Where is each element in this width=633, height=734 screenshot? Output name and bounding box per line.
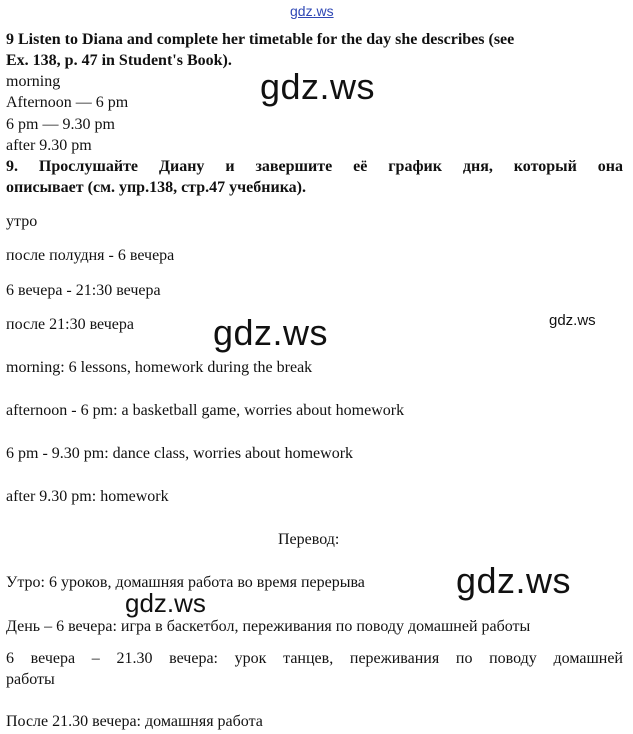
answer-line: afternoon - 6 pm: a basketball game, worries about homework <box>6 402 405 419</box>
translation-line: 6 вечера – 21.30 вечера: урок танцев, переживания по поводу домашней <box>6 650 623 667</box>
watermark-big: gdz.ws <box>213 312 329 353</box>
task-en-item: morning <box>6 73 61 90</box>
task-ru-item: после полудня - 6 вечера <box>6 247 175 264</box>
translation-line: Утро: 6 уроков, домашняя работа во время перерыва <box>6 574 365 591</box>
task-en-line2: Ex. 138, p. 47 in Student's Book). <box>6 52 232 69</box>
task-ru-line2: описывает (см. упр.138, стр.47 учебника). <box>6 179 306 196</box>
answer-line: 6 pm - 9.30 pm: dance class, worries about homework <box>6 445 354 462</box>
translation-line: После 21.30 вечера: домашняя работа <box>6 713 263 730</box>
task-en-item: after 9.30 pm <box>6 137 92 154</box>
translation-line: День – 6 вечера: игра в баскетбол, переживания по поводу домашней работы <box>6 618 531 635</box>
watermark-top: gdz.ws <box>290 3 334 19</box>
watermark-mid: gdz.ws <box>125 588 206 618</box>
watermark-small: gdz.ws <box>549 312 596 329</box>
translation-line: работы <box>6 671 55 688</box>
task-ru-line1: 9. Прослушайте Диану и завершите её график дня, который она <box>6 158 623 175</box>
answer-line: morning: 6 lessons, homework during the break <box>6 359 313 376</box>
task-en-item: Afternoon — 6 pm <box>6 94 129 111</box>
answer-line: after 9.30 pm: homework <box>6 488 169 505</box>
task-en-item: 6 pm — 9.30 pm <box>6 116 115 133</box>
task-ru-item: после 21:30 вечера <box>6 316 135 333</box>
task-ru-item: утро <box>6 213 38 230</box>
translation-heading: Перевод: <box>278 531 340 548</box>
task-en-line1: 9 Listen to Diana and complete her timetable for the day she describes (see <box>6 31 515 48</box>
watermark-big: gdz.ws <box>260 66 376 107</box>
watermark-big: gdz.ws <box>456 560 572 601</box>
task-ru-item: 6 вечера - 21:30 вечера <box>6 282 161 299</box>
